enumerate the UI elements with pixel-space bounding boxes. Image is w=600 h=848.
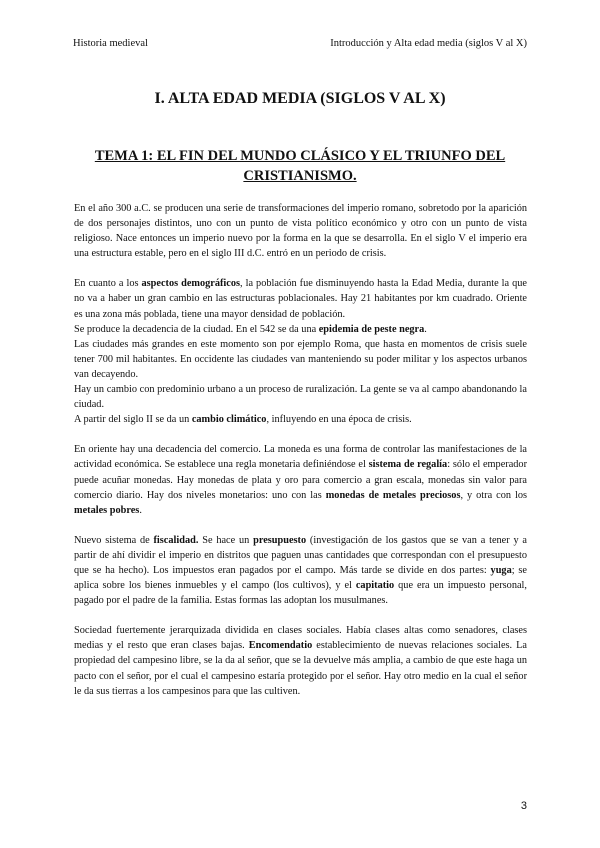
running-header-left: Historia medieval — [73, 38, 148, 49]
paragraph-clima — [74, 412, 527, 427]
paragraph-decadencia — [74, 322, 527, 337]
body-text — [74, 201, 527, 699]
bold-term: cambio climático — [191, 414, 267, 426]
bold-term: presupuesto — [253, 534, 307, 546]
paragraph-ciudades: Las ciudades más grandes en este momento son por ejemplo Roma, que hasta en momentos de crisis suele tener 700 mil habitantes. En occidente las ciudades van manteniendo su poder militar y los aspectos urbanos van decayendo. — [74, 338, 527, 380]
text-run: A partir del siglo II se da un — [74, 414, 192, 426]
paragraph-fiscalidad — [74, 533, 527, 608]
bold-term: epidemia de peste negra — [318, 323, 425, 335]
text-run: . — [139, 504, 142, 516]
paragraph-sociedad — [74, 623, 527, 698]
page-number: 3 — [520, 800, 527, 812]
bold-term: metales pobres — [74, 504, 140, 516]
text-run: Sociedad fuertemente jerarquizada dividida en clases sociales. Había clases altas como senadores, clases medias y el resto que eran clases bajas. — [74, 625, 527, 652]
text-run: Nuevo sistema de — [74, 534, 154, 546]
paragraph-ruralizacion: Hay un cambio con predominio urbano a un proceso de ruralización. La gente se va al campo abandonando la ciudad. — [74, 384, 527, 411]
running-header-right: Introducción y Alta edad media (siglos V al X) — [330, 38, 527, 49]
text-run: ; se aplica sobre los bienes inmuebles y el campo (los cultivos), y el — [74, 564, 527, 592]
section-heading: TEMA 1: EL FIN DEL MUNDO CLÁSICO Y EL TRIUNFO DEL CRISTIANISMO. — [94, 148, 506, 184]
bold-term: sistema de regalía — [368, 459, 448, 471]
bold-term: yuga — [490, 564, 512, 576]
bold-term: fiscalidad. — [153, 534, 199, 546]
text-run: (investigación de los gastos que se van a tener y a partir de ahí dividir el imperio en distritos que paguen unas cantidades que correspondan con el presupuesto que se ha hecho). Los impuestos eran pagados por el campo. Más tarde se divide en dos partes: — [74, 534, 527, 576]
text-run: En cuanto a los — [74, 278, 142, 290]
text-run: En oriente hay una decadencia del comercio. La moneda es una forma de controlar las manifestaciones de la actividad económica. Se establece una regla monetaria definiéndose el — [74, 444, 527, 471]
bold-term: Encomendatio — [248, 640, 313, 652]
text-run: , y otra con los — [460, 489, 527, 501]
chapter-title: I. ALTA EDAD MEDIA (SIGLOS V AL X) — [154, 90, 446, 107]
bold-term: aspectos demográficos — [141, 278, 241, 290]
text-run: establecimiento de nuevas relaciones sociales. La propiedad del campesino libre, se la da al señor, que se la devuelve más amplia, a cambio de que este haga un pacto con el señor, por el cual el campesino estaría protegido por el señor. Hay otro medio en la cual el señor le da sus tierras a los campesinos para que las cultiven. — [74, 640, 527, 697]
text-run: , influyendo en una época de crisis. — [266, 414, 412, 426]
paragraph-comercio — [74, 442, 527, 517]
bold-term: monedas de metales preciosos — [325, 489, 461, 501]
text-run: : sólo el emperador puede acuñar monedas. Hay monedas de plata y oro para comercio a gran escala, monedas sin valor para comercio diario. Hay dos niveles monetarios: uno con las — [74, 459, 528, 501]
text-run: que era un impuesto personal, pagado por el padre de la familia. Estas formas las adoptan los musulmanes. — [74, 580, 527, 607]
text-run: . — [424, 323, 427, 335]
paragraph-intro: En el año 300 a.C. se producen una serie de transformaciones del imperio romano, sobretodo por la aparición de dos personajes distintos, uno con un punto de vista político económico y otro con un punto de vista religioso. Nace entonces un imperio nuevo por la forma en la que se desarrolla. En el siglo V el imperio era una estructura estable, pero en el siglo III d.C. entró en un periodo de crisis. — [74, 203, 527, 260]
text-run: Se hace un — [198, 534, 254, 546]
bold-term: capitatio — [355, 580, 395, 592]
text-run: , la población fue disminuyendo hasta la Edad Media, durante la que no va a haber un gran cambio en las estructuras poblacionales. Hay 21 habitantes por km cuadrado. Oriente es una zona más poblada, tiene una mayor densidad de población. — [74, 278, 527, 320]
paragraph-demografia — [74, 276, 527, 321]
text-run: Se produce la decadencia de la ciudad. En el 542 se da una — [74, 323, 319, 335]
